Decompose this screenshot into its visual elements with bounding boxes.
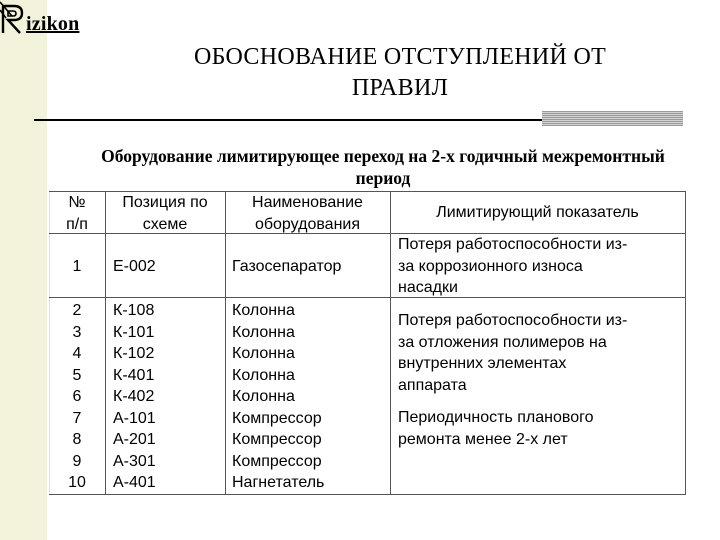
- cell-position: А-201: [113, 431, 156, 448]
- header-num: № п/п: [66, 194, 88, 233]
- cell-position: А-101: [113, 409, 156, 427]
- cell-num: 7: [72, 409, 82, 427]
- cell-num: 3: [72, 323, 82, 341]
- title-divider-accent: [542, 111, 683, 126]
- left-decorative-band: [0, 0, 47, 540]
- column-divider: [105, 191, 106, 494]
- cell-num: 2: [72, 302, 82, 319]
- header-position: Позиция по схеме: [122, 194, 208, 233]
- cell-name: Компрессор: [232, 409, 322, 427]
- cell-name: Колонна: [232, 302, 295, 319]
- logo: [0, 0, 110, 40]
- cell-num: 4: [72, 345, 82, 362]
- cell-name: Колонна: [232, 345, 295, 362]
- title-divider: [34, 119, 544, 121]
- cell-num: 5: [72, 366, 82, 384]
- cell-name: Компрессор: [232, 431, 322, 448]
- cell-position: А-401: [113, 474, 156, 491]
- cell-num: 1: [72, 258, 82, 275]
- page-title: ОБОСНОВАНИЕ ОТСТУПЛЕНИЙ ОТ ПРАВИЛ: [193, 44, 607, 101]
- indicator-corrosion: Потеря работоспособности из- за коррозионного износа насадки: [398, 236, 628, 296]
- cell-position: К-401: [113, 366, 155, 384]
- table-caption: Оборудование лимитирующее переход на 2-х годичный межремонтный период: [101, 146, 665, 188]
- cell-name: Нагнетатель: [232, 474, 325, 491]
- cell-name: Колонна: [232, 323, 295, 341]
- cell-position: К-102: [113, 345, 155, 362]
- header-limit: Лимитирующий показатель: [436, 204, 639, 221]
- cell-name: Колонна: [232, 366, 295, 384]
- cell-position: К-108: [113, 302, 155, 319]
- indicator-repair-period: Периодичность планового ремонта менее 2-х лет: [398, 409, 594, 448]
- column-divider: [390, 191, 391, 494]
- cell-position: К-402: [113, 388, 155, 405]
- column-divider: [225, 191, 226, 494]
- logo-text: izikon: [26, 13, 80, 35]
- cell-num: 10: [68, 474, 86, 491]
- cell-name: Газосепаратор: [232, 258, 342, 275]
- cell-num: 6: [72, 388, 82, 405]
- cell-num: 8: [72, 431, 82, 448]
- header-name: Наименование оборудования: [252, 194, 363, 233]
- cell-num: 9: [72, 452, 82, 470]
- cell-name: Компрессор: [232, 452, 322, 470]
- cell-position: К-101: [113, 323, 155, 341]
- cell-position: Е-002: [113, 258, 156, 275]
- cell-name: Колонна: [232, 388, 295, 405]
- cell-position: А-301: [113, 452, 156, 470]
- indicator-polymers: Потеря работоспособности из- за отложения полимеров на внутренних элементах аппарата: [398, 312, 628, 394]
